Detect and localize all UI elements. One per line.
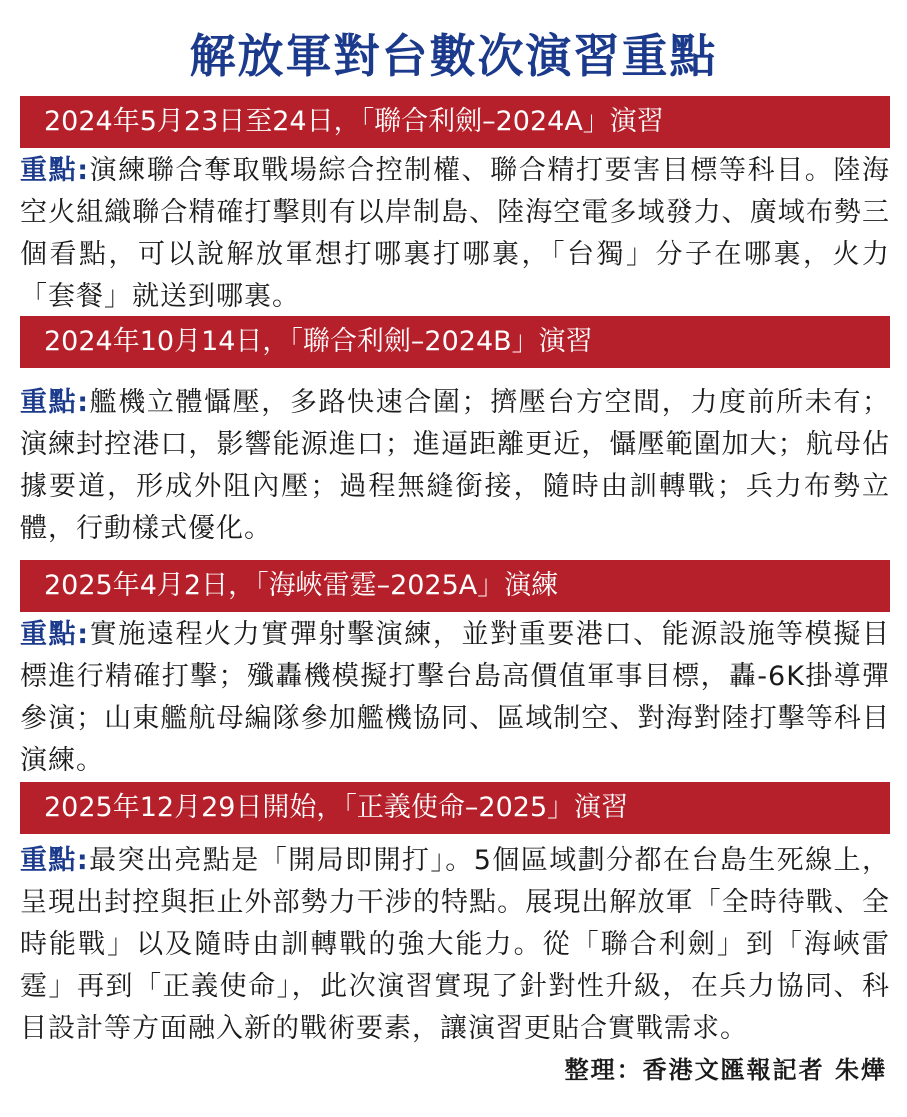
section-1-body	[20, 150, 890, 318]
section-4-header: 2025年12月29日開始，「正義使命–2025」演習	[20, 782, 890, 834]
section-1-text: 演練聯合奪取戰場綜合控制權、聯合精打要害目標等科目。陸海空火組織聯合精確打擊則有以岸制島、陸海空電多域發力、廣域布勢三個看點，可以說解放軍想打哪裏打哪裏，「台獨」分子在哪裏，火力「套餐」就送到哪裏。	[20, 155, 890, 312]
section-2-body	[20, 382, 890, 550]
section-1-header: 2024年5月23日至24日，「聯合利劍–2024A」演習	[20, 96, 890, 148]
section-3-header: 2025年4月2日，「海峽雷霆–2025A」演練	[20, 560, 890, 612]
section-2-text: 艦機立體懾壓，多路快速合圍；擠壓台方空間，力度前所未有；演練封控港口，影響能源進口；進逼距離更近，懾壓範圍加大；航母佔據要道，形成外阻內壓；過程無縫銜接，隨時由訓轉戰；兵力布勢立體，行動樣式優化。	[20, 387, 890, 544]
section-2-key-label: 重點:	[20, 387, 90, 418]
byline-credit: 整理：香港文匯報記者 朱燁	[564, 1055, 887, 1084]
section-1-key-label: 重點:	[20, 155, 90, 186]
section-2-header: 2024年10月14日，「聯合利劍–2024B」演習	[20, 316, 890, 368]
section-4-key-label: 重點:	[20, 845, 89, 876]
section-4-body	[20, 840, 890, 1050]
page-title: 解放軍對台數次演習重點	[189, 29, 718, 83]
section-4-text: 最突出亮點是「開局即開打」。5個區域劃分都在台島生死線上，呈現出封控與拒止外部勢力干涉的特點。展現出解放軍「全時待戰、全時能戰」以及隨時由訓轉戰的強大能力。從「聯合利劍」到「海峽雷霆」再到「正義使命」，此次演習實現了針對性升級，在兵力協同、科目設計等方面融入新的戰術要素，讓演習更貼合實戰需求。	[20, 845, 890, 1044]
section-3-key-label: 重點:	[20, 619, 90, 650]
section-3-body	[20, 614, 890, 782]
section-3-text: 實施遠程火力實彈射擊演練，並對重要港口、能源設施等模擬目標進行精確打擊；殲轟機模擬打擊台島高價值軍事目標，轟-6K掛導彈參演；山東艦航母編隊參加艦機協同、區域制空、對海對陸打擊等科目演練。	[20, 619, 890, 776]
